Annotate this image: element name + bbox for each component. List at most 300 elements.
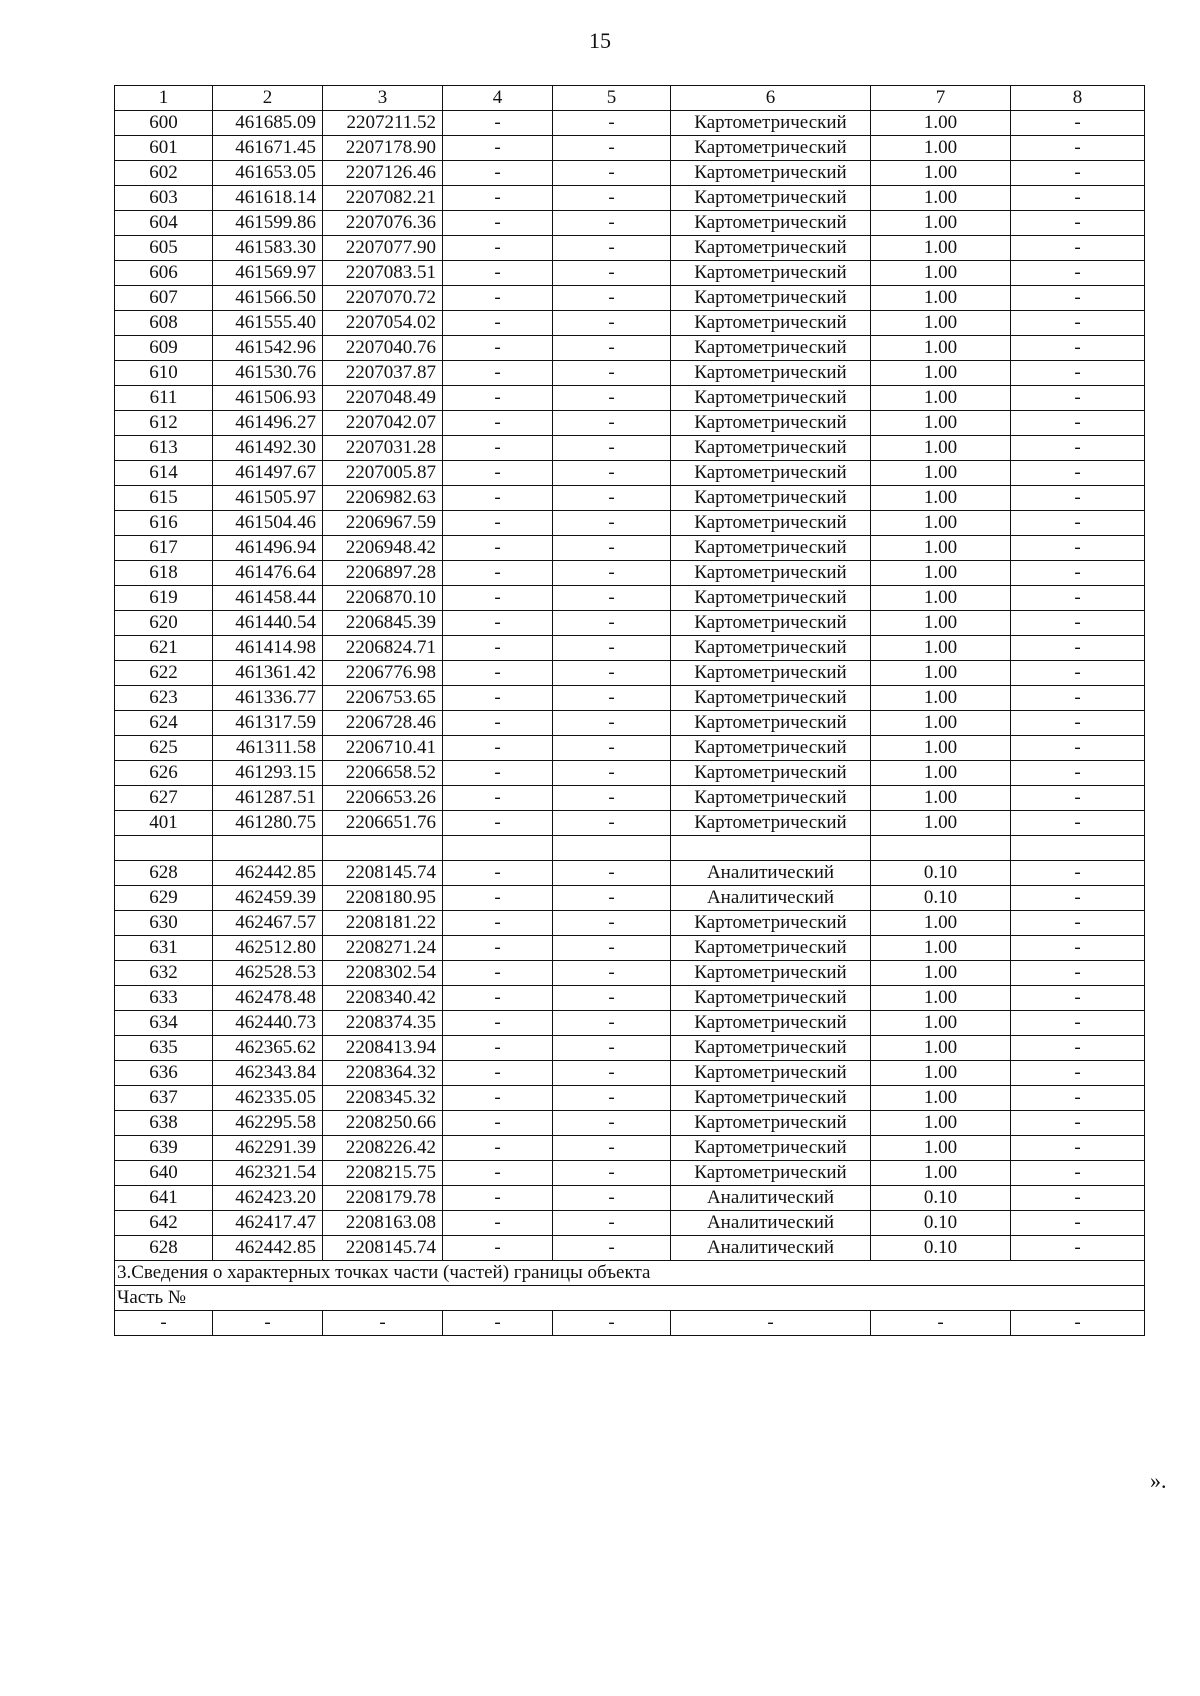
method-cell: Аналитический [671,1186,871,1211]
col-4-cell: - [443,1086,553,1111]
y-coordinate-cell: 2207077.90 [323,236,443,261]
col-4-cell: - [443,761,553,786]
col-5-cell: - [553,136,671,161]
col-5-cell: - [553,736,671,761]
table-row [115,686,1145,711]
y-coordinate-cell: 2207005.87 [323,461,443,486]
col-5-cell: - [553,486,671,511]
empty-cell [323,836,443,861]
coordinates-table [114,85,1145,1336]
y-coordinate-cell: 2207031.28 [323,436,443,461]
method-cell: Картометрический [671,961,871,986]
col-4-cell: - [443,511,553,536]
col-5-cell: - [553,611,671,636]
col-4-cell: - [443,536,553,561]
col-4-cell: - [443,636,553,661]
table-row [115,436,1145,461]
accuracy-cell: 1.00 [871,136,1011,161]
accuracy-cell: 1.00 [871,436,1011,461]
y-coordinate-cell: 2208163.08 [323,1211,443,1236]
col-8-cell: - [1011,136,1145,161]
y-coordinate-cell: 2206776.98 [323,661,443,686]
header-cell: 7 [871,86,1011,111]
table-row [115,861,1145,886]
col-4-cell: - [443,986,553,1011]
accuracy-cell: 0.10 [871,1236,1011,1261]
page-number: 15 [589,28,611,53]
point-number-cell: 613 [115,436,213,461]
col-5-cell: - [553,1011,671,1036]
method-cell: Картометрический [671,911,871,936]
col-8-cell: - [1011,736,1145,761]
point-number-cell: 619 [115,586,213,611]
point-number-cell: 642 [115,1211,213,1236]
method-cell: Картометрический [671,761,871,786]
section3-row [115,1261,1145,1286]
method-cell: Картометрический [671,511,871,536]
col-8-cell: - [1011,661,1145,686]
col-8-cell: - [1011,1186,1145,1211]
x-coordinate-cell: 461504.46 [213,511,323,536]
col-8-cell: - [1011,611,1145,636]
col-5-cell: - [553,636,671,661]
col-5-cell: - [553,311,671,336]
table-row [115,1136,1145,1161]
col-5-cell: - [553,436,671,461]
y-coordinate-cell: 2207048.49 [323,386,443,411]
accuracy-cell: 1.00 [871,686,1011,711]
method-cell: Аналитический [671,1236,871,1261]
point-number-cell: 621 [115,636,213,661]
accuracy-cell: 1.00 [871,261,1011,286]
accuracy-cell: 1.00 [871,311,1011,336]
point-number-cell: 615 [115,486,213,511]
accuracy-cell: 1.00 [871,411,1011,436]
col-5-cell: - [553,986,671,1011]
col-5-cell: - [553,336,671,361]
col-4-cell: - [443,1136,553,1161]
x-coordinate-cell: 461476.64 [213,561,323,586]
x-coordinate-cell: 461555.40 [213,311,323,336]
y-coordinate-cell: 2208302.54 [323,961,443,986]
col-5-cell: - [553,261,671,286]
x-coordinate-cell: 461280.75 [213,811,323,836]
header-cell: - [443,1311,553,1336]
accuracy-cell: 1.00 [871,1036,1011,1061]
method-cell: Аналитический [671,861,871,886]
col-5-cell: - [553,186,671,211]
method-cell: Картометрический [671,336,871,361]
col-4-cell: - [443,736,553,761]
col-8-cell: - [1011,586,1145,611]
y-coordinate-cell: 2206753.65 [323,686,443,711]
col-8-cell: - [1011,386,1145,411]
x-coordinate-cell: 462478.48 [213,986,323,1011]
point-number-cell: 630 [115,911,213,936]
point-number-cell: 610 [115,361,213,386]
accuracy-cell: 1.00 [871,761,1011,786]
point-number-cell: 616 [115,511,213,536]
header-cell: 6 [671,86,871,111]
col-4-cell: - [443,661,553,686]
y-coordinate-cell: 2206845.39 [323,611,443,636]
point-number-cell: 604 [115,211,213,236]
accuracy-cell: 1.00 [871,711,1011,736]
table-row [115,536,1145,561]
x-coordinate-cell: 461505.97 [213,486,323,511]
closing-quote: ». [1150,1468,1167,1493]
method-cell: Картометрический [671,611,871,636]
col-8-cell: - [1011,311,1145,336]
method-cell: Картометрический [671,386,871,411]
accuracy-cell: 1.00 [871,511,1011,536]
table-row [115,1111,1145,1136]
accuracy-cell: 0.10 [871,1211,1011,1236]
col-5-cell: - [553,961,671,986]
point-number-cell: 631 [115,936,213,961]
col-4-cell: - [443,786,553,811]
method-cell: Картометрический [671,986,871,1011]
table-row [115,811,1145,836]
col-5-cell: - [553,661,671,686]
x-coordinate-cell: 461506.93 [213,386,323,411]
col-8-cell: - [1011,1211,1145,1236]
method-cell: Картометрический [671,1161,871,1186]
accuracy-cell: 1.00 [871,486,1011,511]
point-number-cell: 641 [115,1186,213,1211]
accuracy-cell: 1.00 [871,186,1011,211]
accuracy-cell: 1.00 [871,786,1011,811]
table-row [115,311,1145,336]
col-5-cell: - [553,1086,671,1111]
col-5-cell: - [553,1061,671,1086]
x-coordinate-cell: 462440.73 [213,1011,323,1036]
method-cell: Картометрический [671,711,871,736]
point-number-cell: 611 [115,386,213,411]
col-5-cell: - [553,586,671,611]
accuracy-cell: 1.00 [871,986,1011,1011]
x-coordinate-cell: 462459.39 [213,886,323,911]
col-5-cell: - [553,111,671,136]
col-8-cell: - [1011,936,1145,961]
point-number-cell: 614 [115,461,213,486]
col-8-cell: - [1011,511,1145,536]
method-cell: Картометрический [671,311,871,336]
x-coordinate-cell: 461618.14 [213,186,323,211]
col-4-cell: - [443,811,553,836]
accuracy-cell: 1.00 [871,286,1011,311]
x-coordinate-cell: 462321.54 [213,1161,323,1186]
col-4-cell: - [443,961,553,986]
x-coordinate-cell: 462291.39 [213,1136,323,1161]
x-coordinate-cell: 461440.54 [213,611,323,636]
table-row [115,486,1145,511]
col-5-cell: - [553,211,671,236]
y-coordinate-cell: 2206967.59 [323,511,443,536]
x-coordinate-cell: 462442.85 [213,1236,323,1261]
col-4-cell: - [443,586,553,611]
col-5-cell: - [553,761,671,786]
col-4-cell: - [443,411,553,436]
method-cell: Картометрический [671,661,871,686]
empty-cell [443,836,553,861]
table-row [115,1011,1145,1036]
y-coordinate-cell: 2208340.42 [323,986,443,1011]
col-8-cell: - [1011,1161,1145,1186]
accuracy-cell: 1.00 [871,1061,1011,1086]
table-row [115,986,1145,1011]
table-row [115,661,1145,686]
point-number-cell: 622 [115,661,213,686]
point-number-cell: 601 [115,136,213,161]
method-cell: Картометрический [671,236,871,261]
x-coordinate-cell: 461569.97 [213,261,323,286]
method-cell: Аналитический [671,1211,871,1236]
accuracy-cell: 0.10 [871,861,1011,886]
y-coordinate-cell: 2208413.94 [323,1036,443,1061]
x-coordinate-cell: 461336.77 [213,686,323,711]
part-row [115,1311,1145,1336]
y-coordinate-cell: 2207211.52 [323,111,443,136]
x-coordinate-cell: 462423.20 [213,1186,323,1211]
x-coordinate-cell: 462528.53 [213,961,323,986]
table-row [115,561,1145,586]
col-5-cell: - [553,711,671,736]
accuracy-cell: 1.00 [871,236,1011,261]
col-4-cell: - [443,186,553,211]
col-8-cell: - [1011,286,1145,311]
method-cell: Картометрический [671,286,871,311]
x-coordinate-cell: 462343.84 [213,1061,323,1086]
y-coordinate-cell: 2208215.75 [323,1161,443,1186]
y-coordinate-cell: 2207178.90 [323,136,443,161]
y-coordinate-cell: 2206710.41 [323,736,443,761]
x-coordinate-cell: 461566.50 [213,286,323,311]
y-coordinate-cell: 2208179.78 [323,1186,443,1211]
col-4-cell: - [443,711,553,736]
method-cell: Картометрический [671,636,871,661]
table-row [115,361,1145,386]
col-4-cell: - [443,1111,553,1136]
col-8-cell: - [1011,1136,1145,1161]
table-row [115,936,1145,961]
point-number-cell: 629 [115,886,213,911]
accuracy-cell: 1.00 [871,536,1011,561]
y-coordinate-cell: 2207040.76 [323,336,443,361]
y-coordinate-cell: 2208250.66 [323,1111,443,1136]
table-body [115,86,1145,1336]
header-cell: - [671,1311,871,1336]
y-coordinate-cell: 2207070.72 [323,286,443,311]
col-4-cell: - [443,611,553,636]
method-cell: Картометрический [671,361,871,386]
empty-cell [1011,836,1145,861]
accuracy-cell: 1.00 [871,336,1011,361]
point-number-cell: 620 [115,611,213,636]
col-8-cell: - [1011,161,1145,186]
header-cell: 4 [443,86,553,111]
point-number-cell: 626 [115,761,213,786]
method-cell: Картометрический [671,436,871,461]
x-coordinate-cell: 461311.58 [213,736,323,761]
accuracy-cell: 1.00 [871,936,1011,961]
y-coordinate-cell: 2208181.22 [323,911,443,936]
table-row [115,886,1145,911]
accuracy-cell: 1.00 [871,1086,1011,1111]
col-4-cell: - [443,461,553,486]
x-coordinate-cell: 461287.51 [213,786,323,811]
point-number-cell: 636 [115,1061,213,1086]
col-5-cell: - [553,886,671,911]
col-4-cell: - [443,361,553,386]
table-row [115,336,1145,361]
col-4-cell: - [443,1211,553,1236]
col-5-cell: - [553,1136,671,1161]
x-coordinate-cell: 461671.45 [213,136,323,161]
col-4-cell: - [443,1161,553,1186]
accuracy-cell: 0.10 [871,886,1011,911]
point-number-cell: 627 [115,786,213,811]
x-coordinate-cell: 461293.15 [213,761,323,786]
y-coordinate-cell: 2208226.42 [323,1136,443,1161]
point-number-cell: 624 [115,711,213,736]
col-5-cell: - [553,936,671,961]
separator-row [115,836,1145,861]
x-coordinate-cell: 461496.27 [213,411,323,436]
y-coordinate-cell: 2208345.32 [323,1086,443,1111]
point-number-cell: 625 [115,736,213,761]
point-number-cell: 638 [115,1111,213,1136]
accuracy-cell: 1.00 [871,1161,1011,1186]
col-4-cell: - [443,436,553,461]
point-number-cell: 612 [115,411,213,436]
x-coordinate-cell: 462365.62 [213,1036,323,1061]
col-4-cell: - [443,161,553,186]
table-row [115,411,1145,436]
accuracy-cell: 1.00 [871,736,1011,761]
accuracy-cell: 1.00 [871,361,1011,386]
accuracy-cell: 1.00 [871,636,1011,661]
section3-title: 3.Сведения о характерных точках части (частей) границы объекта [115,1261,1145,1286]
accuracy-cell: 1.00 [871,561,1011,586]
point-number-cell: 640 [115,1161,213,1186]
y-coordinate-cell: 2207037.87 [323,361,443,386]
col-5-cell: - [553,1161,671,1186]
x-coordinate-cell: 461685.09 [213,111,323,136]
point-number-cell: 633 [115,986,213,1011]
y-coordinate-cell: 2208145.74 [323,1236,443,1261]
table-row [115,1036,1145,1061]
method-cell: Картометрический [671,161,871,186]
table-row [115,586,1145,611]
y-coordinate-cell: 2207126.46 [323,161,443,186]
col-8-cell: - [1011,861,1145,886]
header-cell: 3 [323,86,443,111]
col-8-cell: - [1011,1236,1145,1261]
col-5-cell: - [553,1036,671,1061]
header-cell: - [323,1311,443,1336]
col-4-cell: - [443,336,553,361]
x-coordinate-cell: 462512.80 [213,936,323,961]
y-coordinate-cell: 2206728.46 [323,711,443,736]
method-cell: Аналитический [671,886,871,911]
method-cell: Картометрический [671,261,871,286]
y-coordinate-cell: 2208374.35 [323,1011,443,1036]
part-label-row [115,1286,1145,1311]
y-coordinate-cell: 2208271.24 [323,936,443,961]
point-number-cell: 600 [115,111,213,136]
point-number-cell: 605 [115,236,213,261]
col-5-cell: - [553,1236,671,1261]
col-8-cell: - [1011,811,1145,836]
table-row [115,386,1145,411]
col-4-cell: - [443,311,553,336]
y-coordinate-cell: 2208180.95 [323,886,443,911]
table-row [115,761,1145,786]
point-number-cell: 603 [115,186,213,211]
col-5-cell: - [553,786,671,811]
method-cell: Картометрический [671,411,871,436]
col-8-cell: - [1011,1061,1145,1086]
header-cell: 2 [213,86,323,111]
x-coordinate-cell: 462295.58 [213,1111,323,1136]
accuracy-cell: 1.00 [871,611,1011,636]
y-coordinate-cell: 2206824.71 [323,636,443,661]
col-8-cell: - [1011,561,1145,586]
y-coordinate-cell: 2206651.76 [323,811,443,836]
x-coordinate-cell: 461497.67 [213,461,323,486]
method-cell: Картометрический [671,786,871,811]
table-row [115,211,1145,236]
method-cell: Картометрический [671,211,871,236]
point-number-cell: 602 [115,161,213,186]
accuracy-cell: 1.00 [871,911,1011,936]
header-cell: 1 [115,86,213,111]
point-number-cell: 623 [115,686,213,711]
col-4-cell: - [443,936,553,961]
table-row [115,236,1145,261]
col-5-cell: - [553,461,671,486]
method-cell: Картометрический [671,561,871,586]
x-coordinate-cell: 461496.94 [213,536,323,561]
table-row [115,1086,1145,1111]
y-coordinate-cell: 2206897.28 [323,561,443,586]
method-cell: Картометрический [671,1061,871,1086]
header-cell: - [115,1311,213,1336]
col-8-cell: - [1011,1011,1145,1036]
col-8-cell: - [1011,911,1145,936]
accuracy-cell: 1.00 [871,811,1011,836]
method-cell: Картометрический [671,936,871,961]
col-4-cell: - [443,1186,553,1211]
header-cell: - [1011,1311,1145,1336]
point-number-cell: 607 [115,286,213,311]
y-coordinate-cell: 2206948.42 [323,536,443,561]
table-row [115,186,1145,211]
col-5-cell: - [553,411,671,436]
col-4-cell: - [443,1061,553,1086]
col-8-cell: - [1011,436,1145,461]
col-4-cell: - [443,1036,553,1061]
x-coordinate-cell: 461414.98 [213,636,323,661]
y-coordinate-cell: 2206658.52 [323,761,443,786]
table-row [115,786,1145,811]
col-4-cell: - [443,136,553,161]
x-coordinate-cell: 461317.59 [213,711,323,736]
x-coordinate-cell: 461599.86 [213,211,323,236]
point-number-cell: 606 [115,261,213,286]
col-8-cell: - [1011,1111,1145,1136]
